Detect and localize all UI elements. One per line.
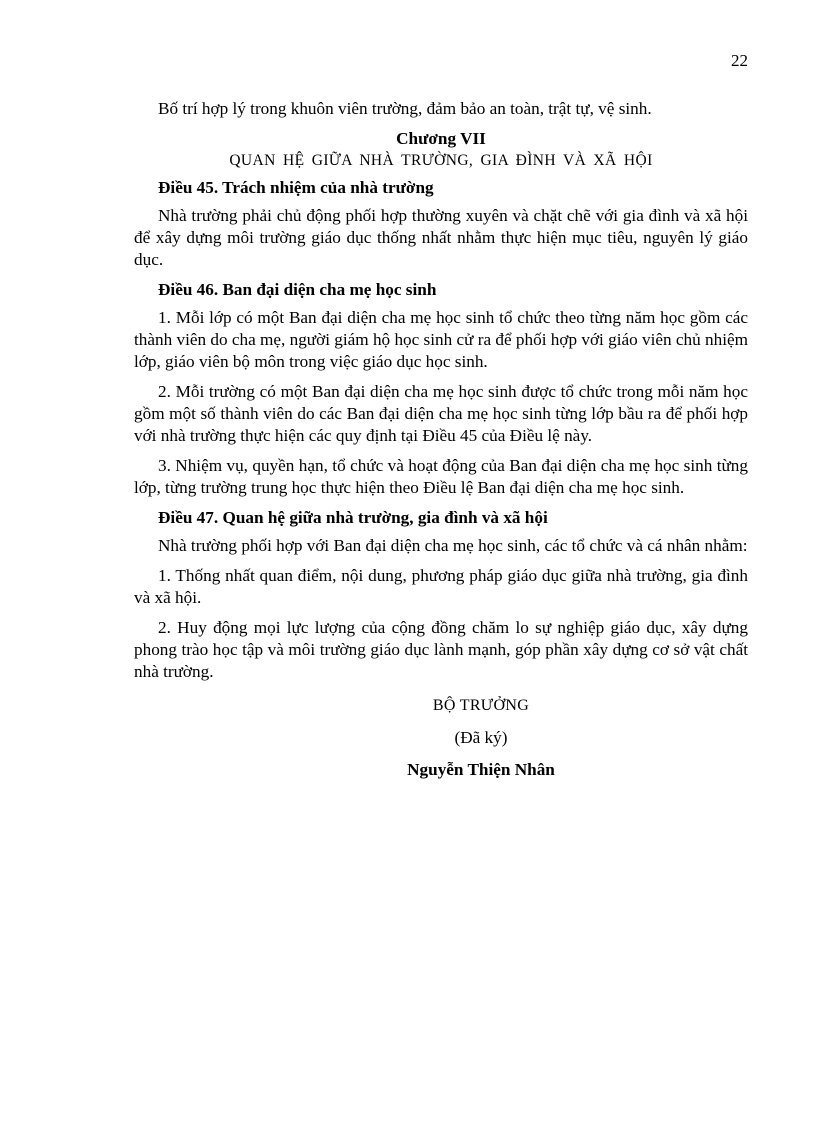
chapter-title: Chương VII xyxy=(396,129,486,148)
article-47-paragraph-2: 1. Thống nhất quan điểm, nội dung, phương pháp giáo dục giữa nhà trường, gia đình và xã hội. xyxy=(134,566,748,607)
article-46-heading: Điều 46. Ban đại diện cha mẹ học sinh xyxy=(158,280,437,299)
article-46-paragraph-2: 2. Mỗi trường có một Ban đại diện cha mẹ học sinh được tổ chức trong mỗi năm học gồm một số thành viên do các Ban đại diện cha mẹ học sinh từng lớp bầu ra để phối hợp với nhà trường thực hiện các quy định tại Điều 45 của Điều lệ này. xyxy=(134,382,748,445)
article-46-paragraph-1: 1. Mỗi lớp có một Ban đại diện cha mẹ học sinh tổ chức theo từng năm học gồm các thành viên do cha mẹ, người giám hộ học sinh cử ra để phối hợp với giáo viên chủ nhiệm lớp, giáo viên bộ môn trong việc giáo dục học sinh. xyxy=(134,308,748,371)
article-45-heading: Điều 45. Trách nhiệm của nhà trường xyxy=(158,178,434,197)
article-47-paragraph-3: 2. Huy động mọi lực lượng của cộng đồng chăm lo sự nghiệp giáo dục, xây dựng phong trào học tập và môi trường giáo dục lành mạnh, góp phần xây dựng cơ sở vật chất nhà trường. xyxy=(134,618,748,681)
chapter-subtitle: QUAN HỆ GIỮA NHÀ TRƯỜNG, GIA ĐÌNH VÀ XÃ HỘI xyxy=(229,152,653,169)
article-46-paragraph-3: 3. Nhiệm vụ, quyền hạn, tổ chức và hoạt động của Ban đại diện cha mẹ học sinh từng lớp, từng trường trung học thực hiện theo Điều lệ Ban đại diện cha mẹ học sinh. xyxy=(134,456,748,497)
signer-title: BỘ TRƯỞNG xyxy=(432,697,530,714)
signed-note: (Đã ký) xyxy=(454,728,508,747)
signer-name: Nguyễn Thiện Nhân xyxy=(407,760,555,779)
article-45-paragraph-1: Nhà trường phải chủ động phối hợp thường xuyên và chặt chẽ với gia đình và xã hội để xây dựng môi trường giáo dục thống nhất nhằm thực hiện mục tiêu, nguyên lý giáo dục. xyxy=(134,206,748,269)
article-47-heading: Điều 47. Quan hệ giữa nhà trường, gia đình và xã hội xyxy=(158,508,548,527)
signature-block xyxy=(214,695,748,781)
document-body xyxy=(134,98,748,781)
article-47-paragraph-1: Nhà trường phối hợp với Ban đại diện cha mẹ học sinh, các tổ chức và cá nhân nhằm: xyxy=(158,536,748,555)
page-number: 22 xyxy=(731,51,748,70)
intro-line: Bố trí hợp lý trong khuôn viên trường, đảm bảo an toàn, trật tự, vệ sinh. xyxy=(158,99,652,118)
